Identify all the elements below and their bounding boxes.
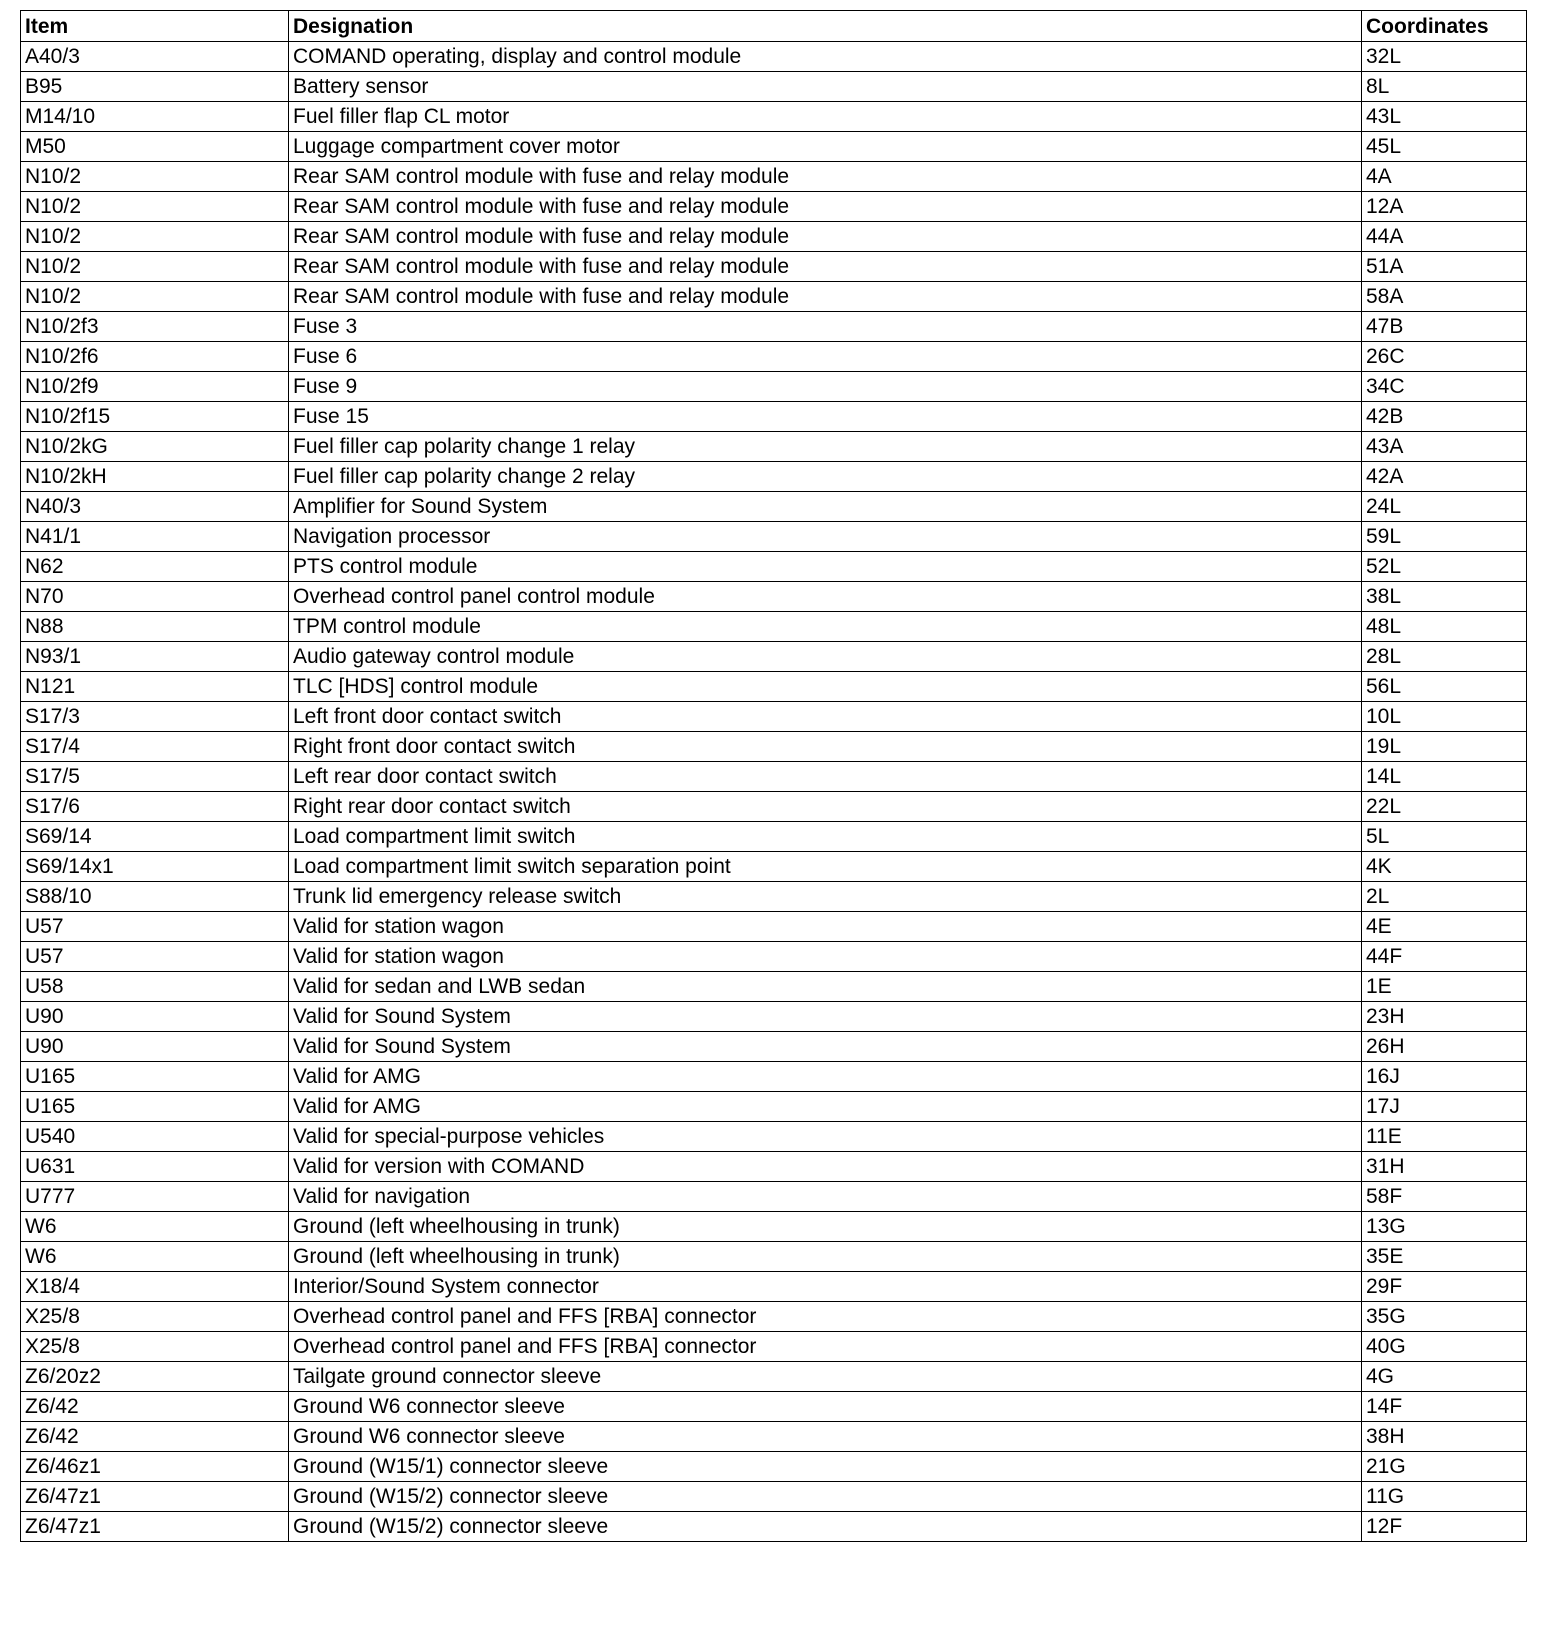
- table-row: [21, 972, 1527, 1002]
- cell-designation: Right front door contact switch: [289, 732, 1362, 762]
- cell-coordinates: 11E: [1362, 1122, 1527, 1152]
- cell-designation: Navigation processor: [289, 522, 1362, 552]
- table-row: [21, 1482, 1527, 1512]
- cell-coordinates: 5L: [1362, 822, 1527, 852]
- cell-designation: Fuse 9: [289, 372, 1362, 402]
- cell-coordinates: 44F: [1362, 942, 1527, 972]
- cell-coordinates: 51A: [1362, 252, 1527, 282]
- cell-coordinates: 42A: [1362, 462, 1527, 492]
- column-header-coordinates: Coordinates: [1362, 11, 1527, 42]
- table-row: [21, 462, 1527, 492]
- cell-coordinates: 40G: [1362, 1332, 1527, 1362]
- cell-coordinates: 59L: [1362, 522, 1527, 552]
- table-row: [21, 852, 1527, 882]
- cell-designation: Valid for AMG: [289, 1092, 1362, 1122]
- cell-coordinates: 19L: [1362, 732, 1527, 762]
- table-row: [21, 1152, 1527, 1182]
- cell-item: Z6/46z1: [21, 1452, 289, 1482]
- table-row: [21, 612, 1527, 642]
- cell-designation: Rear SAM control module with fuse and relay module: [289, 192, 1362, 222]
- cell-designation: Fuel filler cap polarity change 1 relay: [289, 432, 1362, 462]
- column-header-designation: Designation: [289, 11, 1362, 42]
- table-row: [21, 192, 1527, 222]
- table-row: [21, 1422, 1527, 1452]
- cell-coordinates: 14F: [1362, 1392, 1527, 1422]
- cell-designation: Right rear door contact switch: [289, 792, 1362, 822]
- table-row: [21, 702, 1527, 732]
- table-row: [21, 1272, 1527, 1302]
- table-row: [21, 822, 1527, 852]
- cell-designation: Rear SAM control module with fuse and relay module: [289, 282, 1362, 312]
- cell-designation: Interior/Sound System connector: [289, 1272, 1362, 1302]
- cell-designation: Rear SAM control module with fuse and relay module: [289, 252, 1362, 282]
- cell-coordinates: 14L: [1362, 762, 1527, 792]
- cell-coordinates: 4A: [1362, 162, 1527, 192]
- cell-coordinates: 17J: [1362, 1092, 1527, 1122]
- cell-item: N88: [21, 612, 289, 642]
- cell-coordinates: 52L: [1362, 552, 1527, 582]
- table-row: [21, 162, 1527, 192]
- cell-item: N40/3: [21, 492, 289, 522]
- table-row: [21, 342, 1527, 372]
- cell-designation: Ground (W15/2) connector sleeve: [289, 1482, 1362, 1512]
- cell-designation: Valid for Sound System: [289, 1002, 1362, 1032]
- table-row: [21, 372, 1527, 402]
- cell-item: A40/3: [21, 42, 289, 72]
- cell-coordinates: 42B: [1362, 402, 1527, 432]
- cell-coordinates: 48L: [1362, 612, 1527, 642]
- cell-designation: Ground (W15/1) connector sleeve: [289, 1452, 1362, 1482]
- cell-coordinates: 47B: [1362, 312, 1527, 342]
- table-row: [21, 1182, 1527, 1212]
- cell-coordinates: 4G: [1362, 1362, 1527, 1392]
- cell-designation: Valid for station wagon: [289, 912, 1362, 942]
- table-row: [21, 402, 1527, 432]
- cell-designation: Load compartment limit switch: [289, 822, 1362, 852]
- cell-designation: Valid for station wagon: [289, 942, 1362, 972]
- cell-item: N41/1: [21, 522, 289, 552]
- cell-item: U777: [21, 1182, 289, 1212]
- table-row: [21, 882, 1527, 912]
- cell-item: N10/2f9: [21, 372, 289, 402]
- cell-designation: Battery sensor: [289, 72, 1362, 102]
- cell-coordinates: 13G: [1362, 1212, 1527, 1242]
- table-row: [21, 1242, 1527, 1272]
- cell-designation: Fuel filler cap polarity change 2 relay: [289, 462, 1362, 492]
- header-row: [21, 11, 1527, 42]
- table-row: [21, 1062, 1527, 1092]
- cell-item: U90: [21, 1002, 289, 1032]
- table-row: [21, 1362, 1527, 1392]
- table-row: [21, 582, 1527, 612]
- cell-designation: Valid for AMG: [289, 1062, 1362, 1092]
- cell-item: U631: [21, 1152, 289, 1182]
- table-row: [21, 1392, 1527, 1422]
- table-row: [21, 552, 1527, 582]
- cell-item: Z6/42: [21, 1392, 289, 1422]
- table-row: [21, 252, 1527, 282]
- cell-designation: Ground W6 connector sleeve: [289, 1422, 1362, 1452]
- cell-item: N10/2kH: [21, 462, 289, 492]
- table-header: [21, 11, 1527, 42]
- cell-designation: Valid for Sound System: [289, 1032, 1362, 1062]
- cell-item: N10/2: [21, 162, 289, 192]
- cell-coordinates: 58A: [1362, 282, 1527, 312]
- cell-item: B95: [21, 72, 289, 102]
- cell-item: X25/8: [21, 1332, 289, 1362]
- cell-item: N10/2: [21, 252, 289, 282]
- cell-designation: Left rear door contact switch: [289, 762, 1362, 792]
- table-row: [21, 312, 1527, 342]
- cell-item: W6: [21, 1212, 289, 1242]
- table-body: [21, 42, 1527, 1542]
- cell-designation: Ground (left wheelhousing in trunk): [289, 1212, 1362, 1242]
- cell-coordinates: 4E: [1362, 912, 1527, 942]
- component-legend-table: [20, 10, 1527, 1542]
- cell-coordinates: 12F: [1362, 1512, 1527, 1542]
- component-legend-document: [20, 10, 1526, 1542]
- table-row: [21, 642, 1527, 672]
- cell-designation: Fuel filler flap CL motor: [289, 102, 1362, 132]
- cell-coordinates: 16J: [1362, 1062, 1527, 1092]
- cell-coordinates: 11G: [1362, 1482, 1527, 1512]
- cell-coordinates: 24L: [1362, 492, 1527, 522]
- table-row: [21, 792, 1527, 822]
- cell-item: X18/4: [21, 1272, 289, 1302]
- cell-designation: Amplifier for Sound System: [289, 492, 1362, 522]
- table-row: [21, 72, 1527, 102]
- table-row: [21, 522, 1527, 552]
- table-row: [21, 672, 1527, 702]
- cell-coordinates: 34C: [1362, 372, 1527, 402]
- cell-designation: PTS control module: [289, 552, 1362, 582]
- cell-coordinates: 10L: [1362, 702, 1527, 732]
- cell-item: N93/1: [21, 642, 289, 672]
- cell-designation: Audio gateway control module: [289, 642, 1362, 672]
- cell-designation: Rear SAM control module with fuse and relay module: [289, 222, 1362, 252]
- table-row: [21, 912, 1527, 942]
- cell-coordinates: 43A: [1362, 432, 1527, 462]
- column-header-item: Item: [21, 11, 289, 42]
- cell-item: Z6/42: [21, 1422, 289, 1452]
- cell-item: N10/2: [21, 282, 289, 312]
- cell-designation: Overhead control panel control module: [289, 582, 1362, 612]
- cell-coordinates: 1E: [1362, 972, 1527, 1002]
- cell-coordinates: 8L: [1362, 72, 1527, 102]
- table-row: [21, 1002, 1527, 1032]
- cell-item: U165: [21, 1062, 289, 1092]
- cell-designation: Fuse 3: [289, 312, 1362, 342]
- table-row: [21, 1332, 1527, 1362]
- cell-item: Z6/47z1: [21, 1482, 289, 1512]
- table-row: [21, 492, 1527, 522]
- cell-designation: Valid for version with COMAND: [289, 1152, 1362, 1182]
- table-row: [21, 942, 1527, 972]
- cell-designation: TLC [HDS] control module: [289, 672, 1362, 702]
- cell-designation: Rear SAM control module with fuse and relay module: [289, 162, 1362, 192]
- table-row: [21, 1452, 1527, 1482]
- cell-designation: Ground W6 connector sleeve: [289, 1392, 1362, 1422]
- cell-coordinates: 35E: [1362, 1242, 1527, 1272]
- cell-item: N10/2: [21, 192, 289, 222]
- cell-item: N10/2f6: [21, 342, 289, 372]
- cell-item: N10/2f15: [21, 402, 289, 432]
- cell-designation: Fuse 6: [289, 342, 1362, 372]
- cell-item: S17/4: [21, 732, 289, 762]
- cell-item: S17/5: [21, 762, 289, 792]
- cell-coordinates: 35G: [1362, 1302, 1527, 1332]
- cell-item: N10/2f3: [21, 312, 289, 342]
- cell-item: S69/14x1: [21, 852, 289, 882]
- table-row: [21, 1302, 1527, 1332]
- cell-item: S69/14: [21, 822, 289, 852]
- cell-designation: Valid for sedan and LWB sedan: [289, 972, 1362, 1002]
- cell-item: M50: [21, 132, 289, 162]
- cell-coordinates: 21G: [1362, 1452, 1527, 1482]
- cell-coordinates: 26H: [1362, 1032, 1527, 1062]
- table-row: [21, 132, 1527, 162]
- cell-designation: Ground (left wheelhousing in trunk): [289, 1242, 1362, 1272]
- cell-coordinates: 26C: [1362, 342, 1527, 372]
- cell-item: U165: [21, 1092, 289, 1122]
- cell-item: Z6/20z2: [21, 1362, 289, 1392]
- table-row: [21, 42, 1527, 72]
- table-row: [21, 1512, 1527, 1542]
- cell-designation: Luggage compartment cover motor: [289, 132, 1362, 162]
- cell-item: X25/8: [21, 1302, 289, 1332]
- table-row: [21, 1092, 1527, 1122]
- cell-item: W6: [21, 1242, 289, 1272]
- cell-coordinates: 44A: [1362, 222, 1527, 252]
- cell-designation: Trunk lid emergency release switch: [289, 882, 1362, 912]
- cell-item: S17/3: [21, 702, 289, 732]
- table-row: [21, 1032, 1527, 1062]
- cell-coordinates: 43L: [1362, 102, 1527, 132]
- table-row: [21, 222, 1527, 252]
- cell-designation: Left front door contact switch: [289, 702, 1362, 732]
- table-row: [21, 282, 1527, 312]
- cell-designation: TPM control module: [289, 612, 1362, 642]
- table-row: [21, 762, 1527, 792]
- cell-coordinates: 23H: [1362, 1002, 1527, 1032]
- cell-coordinates: 2L: [1362, 882, 1527, 912]
- cell-coordinates: 4K: [1362, 852, 1527, 882]
- cell-designation: Ground (W15/2) connector sleeve: [289, 1512, 1362, 1542]
- cell-designation: Tailgate ground connector sleeve: [289, 1362, 1362, 1392]
- cell-coordinates: 12A: [1362, 192, 1527, 222]
- table-row: [21, 1122, 1527, 1152]
- cell-coordinates: 22L: [1362, 792, 1527, 822]
- cell-coordinates: 28L: [1362, 642, 1527, 672]
- cell-item: S88/10: [21, 882, 289, 912]
- cell-designation: Valid for special-purpose vehicles: [289, 1122, 1362, 1152]
- cell-coordinates: 32L: [1362, 42, 1527, 72]
- cell-coordinates: 38H: [1362, 1422, 1527, 1452]
- cell-coordinates: 45L: [1362, 132, 1527, 162]
- cell-item: U57: [21, 942, 289, 972]
- cell-item: U90: [21, 1032, 289, 1062]
- cell-item: N10/2kG: [21, 432, 289, 462]
- table-row: [21, 1212, 1527, 1242]
- cell-item: N62: [21, 552, 289, 582]
- cell-item: S17/6: [21, 792, 289, 822]
- cell-coordinates: 38L: [1362, 582, 1527, 612]
- cell-designation: Fuse 15: [289, 402, 1362, 432]
- cell-item: Z6/47z1: [21, 1512, 289, 1542]
- cell-coordinates: 58F: [1362, 1182, 1527, 1212]
- table-row: [21, 432, 1527, 462]
- cell-designation: COMAND operating, display and control module: [289, 42, 1362, 72]
- cell-designation: Overhead control panel and FFS [RBA] connector: [289, 1332, 1362, 1362]
- cell-designation: Load compartment limit switch separation point: [289, 852, 1362, 882]
- cell-item: N10/2: [21, 222, 289, 252]
- cell-item: U58: [21, 972, 289, 1002]
- table-row: [21, 102, 1527, 132]
- cell-coordinates: 56L: [1362, 672, 1527, 702]
- cell-item: U57: [21, 912, 289, 942]
- cell-item: M14/10: [21, 102, 289, 132]
- cell-coordinates: 31H: [1362, 1152, 1527, 1182]
- cell-designation: Valid for navigation: [289, 1182, 1362, 1212]
- table-row: [21, 732, 1527, 762]
- cell-item: N121: [21, 672, 289, 702]
- cell-item: N70: [21, 582, 289, 612]
- cell-coordinates: 29F: [1362, 1272, 1527, 1302]
- cell-designation: Overhead control panel and FFS [RBA] connector: [289, 1302, 1362, 1332]
- cell-item: U540: [21, 1122, 289, 1152]
